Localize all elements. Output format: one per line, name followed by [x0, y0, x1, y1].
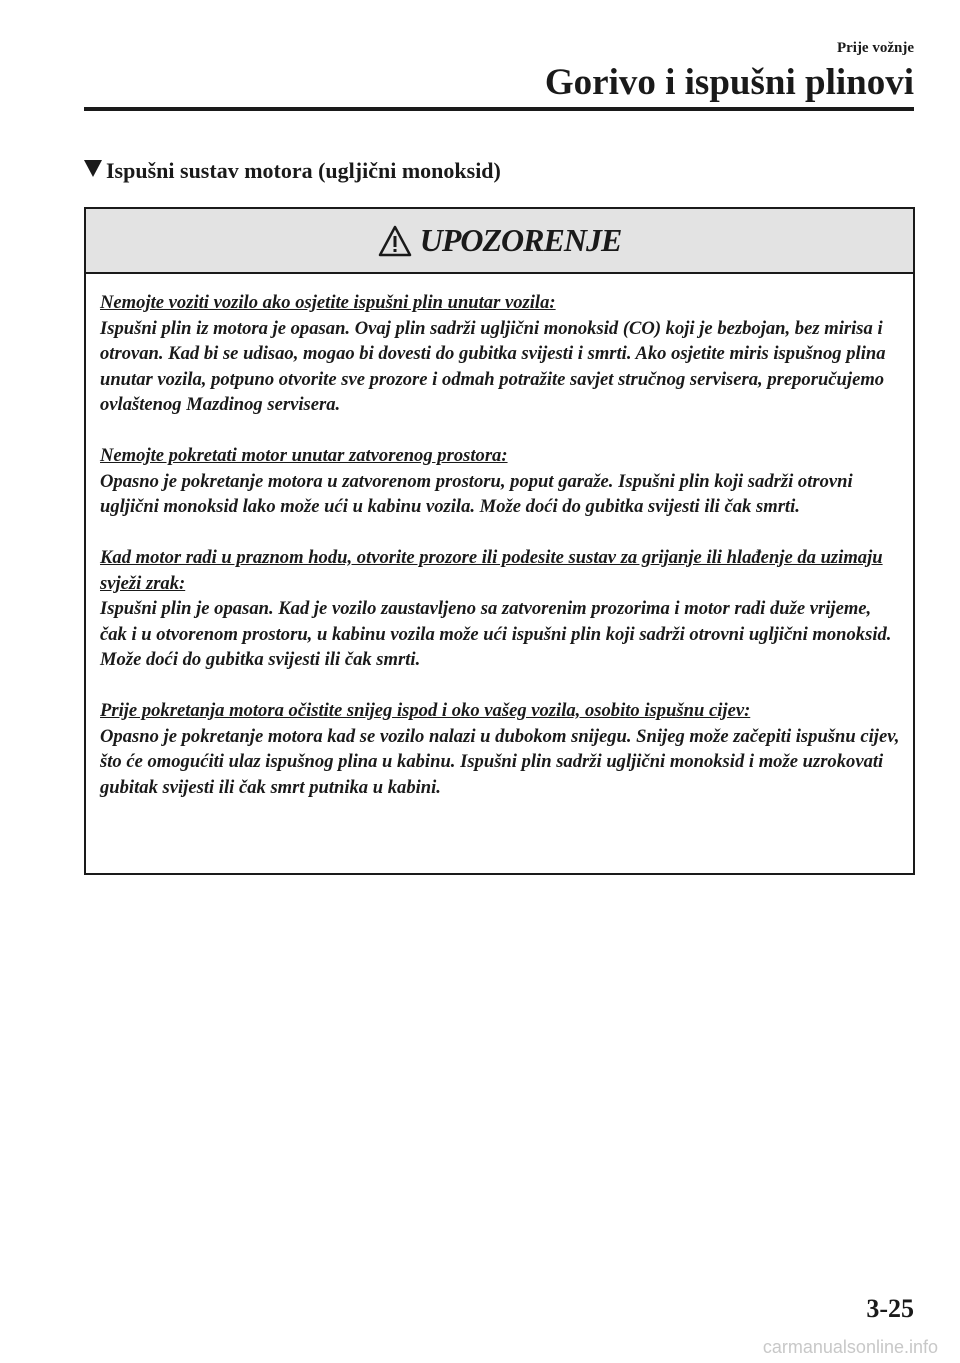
warning-triangle-icon	[378, 225, 412, 257]
warning-item-heading: Nemojte pokretati motor unutar zatvorenog prostora:	[100, 445, 508, 466]
warning-item-text: Opasno je pokretanje motora u zatvorenom prostoru, poput garaže. Ispušni plin koji sadrži otrovni ugljični monoksid lako može ući u kabinu vozila. Može doći do gubitka svijesti ili čak smrti.	[100, 470, 853, 517]
page-number: 3-25	[866, 1294, 914, 1323]
watermark: carmanualsonline.info	[762, 1337, 938, 1357]
warning-label: UPOZORENJE	[419, 222, 622, 258]
warning-item-heading: Nemojte voziti vozilo ako osjetite ispušni plin unutar vozila:	[100, 292, 556, 313]
section-title: Gorivo i ispušni plinovi	[544, 62, 914, 103]
chapter-label: Prije vožnje	[836, 40, 914, 56]
header-rule	[84, 107, 914, 111]
warning-item	[100, 290, 901, 418]
warning-item-text: Opasno je pokretanje motora kad se vozilo nalazi u dubokom snijegu. Snijeg može začepiti ispušnu cijev, što će omogućiti ulaz ispušnog plina u kabinu. Ispušni plin sadrži ugljični monoksid i može uzrokovati gubitak svijesti ili čak smrt putnika u kabini.	[100, 725, 900, 798]
warning-box	[84, 207, 915, 875]
sub-heading-text: Ispušni sustav motora (ugljični monoksid)	[106, 158, 501, 183]
triangle-bullet-icon	[84, 160, 102, 177]
warning-item	[100, 698, 901, 800]
warning-item-text: Ispušni plin iz motora je opasan. Ovaj plin sadrži ugljični monoksid (CO) koji je bezbojan, bez mirisa i otrovan. Kad bi se udisao, mogao bi dovesti do gubitka svijesti i smrti. Ako osjetite miris ispušnog plina unutar vozila, potpuno otvorite sve prozore i odmah potražite savjet stručnog servisera, preporučujemo ovlaštenog Mazdinog servisera.	[100, 317, 886, 415]
warning-item-heading: Prije pokretanja motora očistite snijeg ispod i oko vašeg vozila, osobito ispušnu cijev:	[100, 700, 751, 721]
warning-body	[86, 274, 913, 800]
warning-item	[100, 443, 901, 520]
warning-item-text: Ispušni plin je opasan. Kad je vozilo zaustavljeno sa zatvorenim prozorima i motor radi duže vrijeme, čak i u otvorenom prostoru, u kabinu vozila može ući ispušni plin koji sadrži otrovni ugljični monoksid. Može doći do gubitka svijesti ili čak smrti.	[100, 598, 892, 670]
warning-header	[86, 209, 913, 274]
warning-item	[100, 545, 901, 673]
sub-heading	[84, 157, 501, 185]
warning-item-heading: Kad motor radi u praznom hodu, otvorite prozore ili podesite sustav za grijanje ili hlađenje da uzimaju svježi zrak:	[100, 547, 883, 594]
